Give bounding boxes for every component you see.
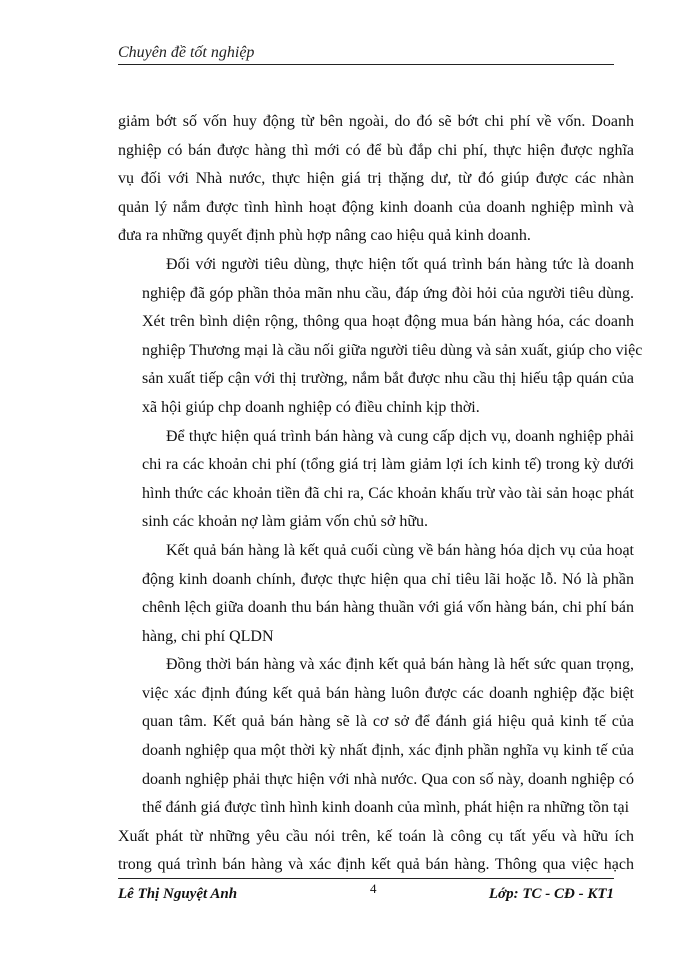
text-line: thể đánh giá được tình hình kinh doanh của mình, phát hiện ra những tồn tại (142, 799, 630, 817)
text-line: chi ra các khoản chi phí (tổng giá trị làm giảm lợi ích kinh tế) trong kỳ dưới (142, 456, 634, 474)
paragraph-2 (118, 251, 643, 423)
text-line: sản xuất tiếp cận với thị trường, nắm bắt được nhu cầu thị hiếu tập quán của (142, 370, 634, 388)
paragraph-3 (118, 423, 634, 537)
body-text (118, 108, 643, 880)
text-line: hàng, chi phí QLDN (142, 627, 274, 645)
text-line: sinh các khoản nợ làm giảm vốn chủ sở hữu. (142, 513, 428, 531)
page-header (118, 38, 614, 65)
paragraph-6 (118, 823, 634, 880)
footer-class-label: Lớp: TC - CĐ - KT1 (488, 886, 614, 902)
text-line: quản lý nắm được tình hình hoạt động kinh doanh của doanh nghiệp mình và (118, 198, 634, 216)
text-line: hình thức các khoản tiền đã chi ra, Các khoản khấu trừ vào tài sản hoạc phát (142, 484, 634, 502)
page-number: 4 (370, 881, 377, 896)
text-line: Để thực hiện quá trình bán hàng và cung cấp dịch vụ, doanh nghiệp phải (166, 427, 634, 445)
text-line: Xét trên bình diện rộng, thông qua hoạt động mua bán hàng hóa, các doanh (142, 313, 634, 331)
paragraph-5 (118, 651, 634, 823)
text-line: xã hội giúp chp doanh nghiệp có điều chỉnh kịp thời. (142, 398, 480, 416)
text-line: doanh nghiệp qua một thời kỳ nhất định, xác định phần nghĩa vụ kinh tế của (142, 742, 634, 760)
text-line: nghiệp đã góp phần thỏa mãn nhu cầu, đáp ứng đòi hỏi của người tiêu dùng. (142, 284, 634, 302)
text-line: nghiệp Thương mại là cầu nối giữa người tiêu dùng và sản xuất, giúp cho việc (142, 341, 643, 359)
text-line: động kinh doanh chính, được thực hiện qua chỉ tiêu lãi hoặc lỗ. Nó là phần (142, 570, 634, 588)
text-line: doanh nghiệp phải thực hiện với nhà nước. Qua con số này, doanh nghiệp có (142, 770, 634, 788)
text-line: nghiệp có bán được hàng thì mới có để bù đắp chi phí, thực hiện được nghĩa (118, 141, 634, 159)
text-line: chênh lệch giữa doanh thu bán hàng thuần với giá vốn hàng bán, chi phí bán (142, 599, 634, 617)
text-line: Kết quả bán hàng là kết quả cuối cùng về bán hàng hóa dịch vụ của hoạt (166, 541, 634, 559)
text-line: Đối với người tiêu dùng, thực hiện tốt quá trình bán hàng tức là doanh (166, 255, 634, 273)
text-line: việc xác định đúng kết quả bán hàng luôn được các doanh nghiệp đặc biệt (142, 684, 634, 702)
text-line: đưa ra những quyết định phù hợp nâng cao hiệu quả kinh doanh. (118, 227, 531, 245)
page-footer (118, 883, 614, 907)
footer-author: Lê Thị Nguyệt Anh (118, 886, 238, 902)
text-line: quan tâm. Kết quả bán hàng sẽ là cơ sở để đánh giá hiệu quả kinh tế của (142, 713, 634, 731)
text-line: trong quá trình bán hàng và xác định kết quả bán hàng. Thông qua việc hạch (118, 856, 634, 874)
text-line: Đồng thời bán hàng và xác định kết quả bán hàng là hết sức quan trọng, (166, 656, 634, 674)
paragraph-1 (118, 108, 634, 251)
header-title: Chuyên đề tốt nghiệp (118, 44, 255, 61)
text-line: vụ đối với Nhà nước, thực hiện giá trị thặng dư, từ đó giúp được các nhàn (118, 170, 634, 188)
text-line: giảm bớt số vốn huy động từ bên ngoài, do đó sẽ bớt chi phí về vốn. Doanh (118, 113, 634, 130)
paragraph-4 (118, 537, 634, 651)
footer-rule (118, 878, 614, 879)
text-line: Xuất phát từ những yêu cầu nói trên, kế toán là công cụ tất yếu và hữu ích (118, 827, 634, 845)
